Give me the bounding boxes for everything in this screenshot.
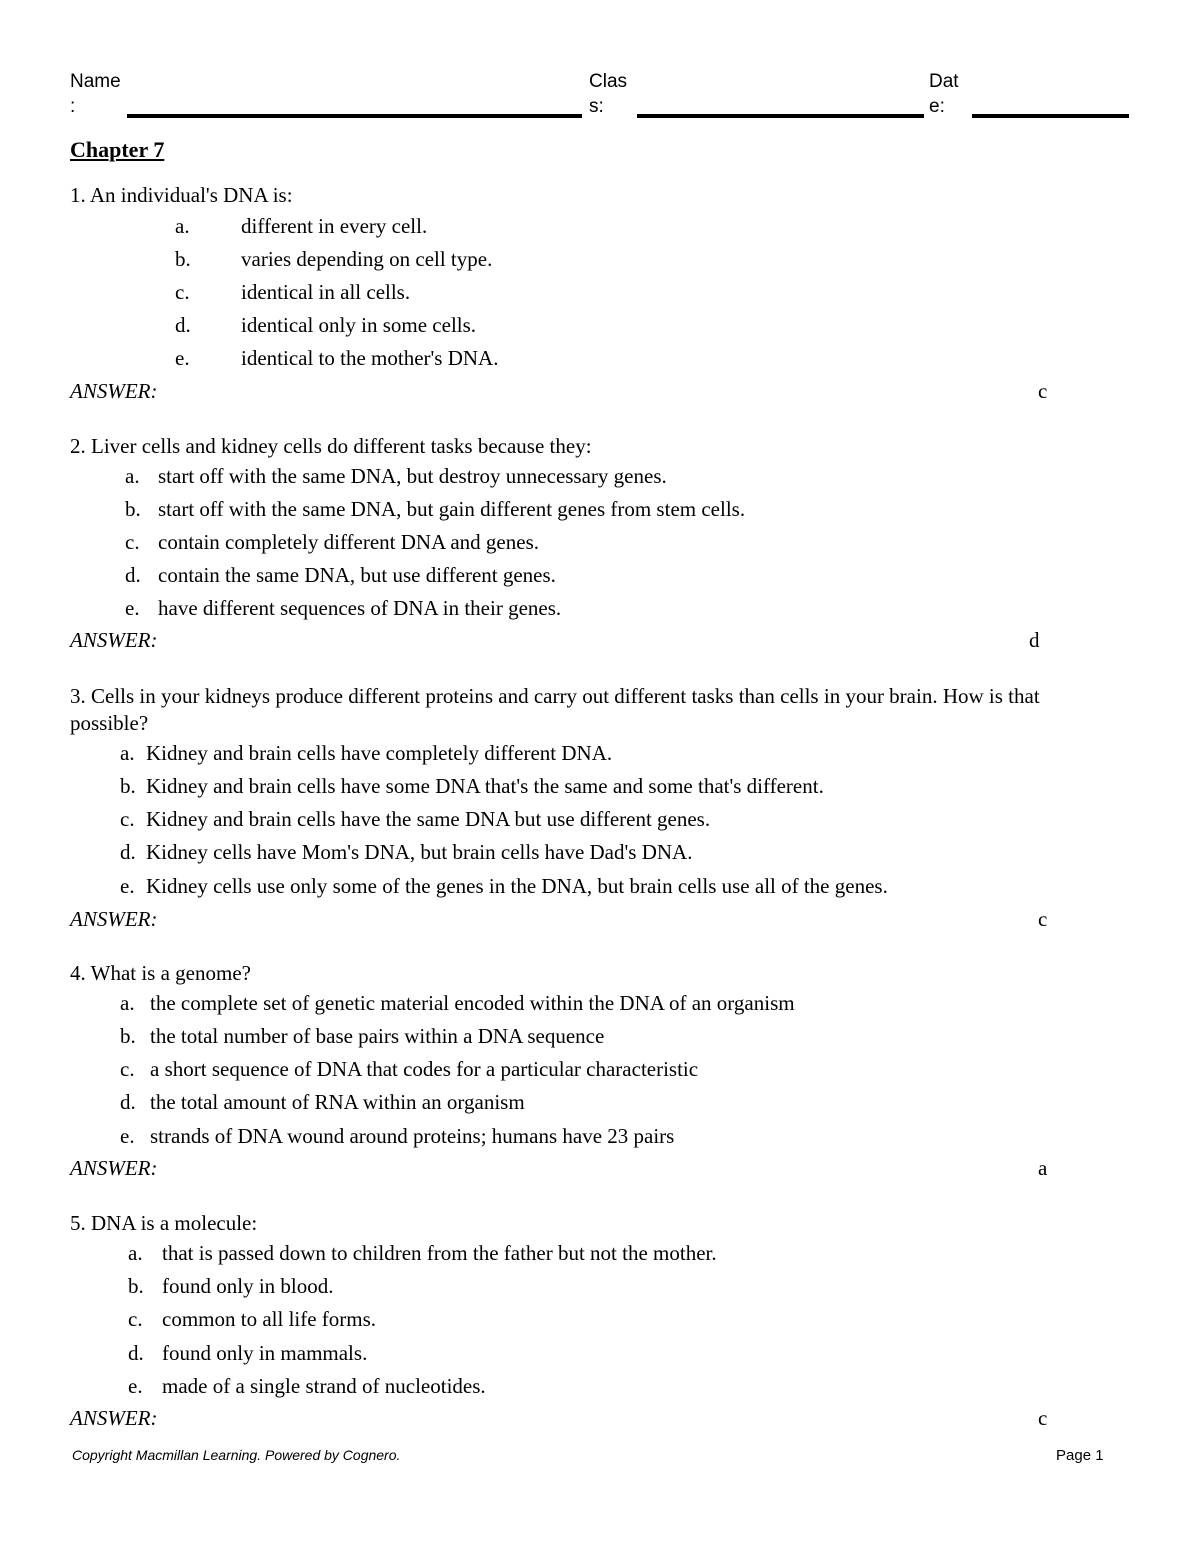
- option-letter: c.: [120, 1057, 135, 1081]
- option-text: the complete set of genetic material encoded within the DNA of an organism: [150, 991, 795, 1015]
- option-letter: c.: [120, 807, 135, 831]
- option-text: varies depending on cell type.: [241, 247, 493, 271]
- copyright-footer: Copyright Macmillan Learning. Powered by Cognero.: [72, 1447, 401, 1463]
- option-text: Kidney cells use only some of the genes in the DNA, but brain cells use all of the genes.: [146, 874, 888, 898]
- answer-value: d: [1029, 628, 1040, 652]
- option-text: contain the same DNA, but use different genes.: [158, 563, 556, 587]
- class-label: Clas: [589, 71, 628, 92]
- option-letter: a.: [120, 741, 135, 765]
- option-letter: a.: [120, 991, 135, 1015]
- question-stem: 1. An individual's DNA is:: [70, 183, 293, 207]
- option-letter: d.: [175, 313, 191, 337]
- answer-value: c: [1038, 379, 1048, 403]
- name-label-colon: :: [70, 96, 76, 117]
- option-letter: e.: [175, 346, 190, 370]
- date-field[interactable]: [972, 114, 1129, 118]
- chapter-title: Chapter 7: [70, 137, 165, 162]
- option-text: Kidney and brain cells have completely different DNA.: [146, 741, 613, 765]
- option-text: start off with the same DNA, but gain different genes from stem cells.: [158, 497, 746, 521]
- answer-label: ANSWER:: [70, 907, 158, 931]
- option-text: have different sequences of DNA in their genes.: [158, 596, 562, 620]
- option-text: different in every cell.: [241, 214, 428, 238]
- option-letter: b.: [125, 497, 141, 521]
- option-text: Kidney and brain cells have some DNA that's the same and some that's different.: [146, 774, 824, 798]
- option-letter: b.: [128, 1274, 144, 1298]
- option-letter: e.: [128, 1374, 143, 1398]
- option-letter: c.: [125, 530, 140, 554]
- option-letter: b.: [120, 774, 136, 798]
- option-letter: c.: [128, 1307, 143, 1331]
- answer-value: c: [1038, 1406, 1048, 1430]
- option-text: Kidney cells have Mom's DNA, but brain cells have Dad's DNA.: [146, 840, 693, 864]
- option-text: contain completely different DNA and genes.: [158, 530, 539, 554]
- option-text: a short sequence of DNA that codes for a particular characteristic: [150, 1057, 699, 1081]
- option-letter: b.: [175, 247, 191, 271]
- option-letter: a.: [175, 214, 190, 238]
- option-letter: d.: [120, 1090, 136, 1114]
- option-text: start off with the same DNA, but destroy unnecessary genes.: [158, 464, 667, 488]
- option-text: identical only in some cells.: [241, 313, 477, 337]
- option-text: identical to the mother's DNA.: [241, 346, 499, 370]
- option-text: Kidney and brain cells have the same DNA but use different genes.: [146, 807, 711, 831]
- option-text: identical in all cells.: [241, 280, 411, 304]
- page-number: Page 1: [1056, 1447, 1104, 1464]
- date-label-suffix: e:: [929, 96, 945, 117]
- answer-label: ANSWER:: [70, 628, 158, 652]
- option-letter: d.: [125, 563, 141, 587]
- option-letter: c.: [175, 280, 190, 304]
- option-text: found only in mammals.: [162, 1341, 368, 1365]
- question-stem: 4. What is a genome?: [70, 961, 251, 985]
- question-stem: 5. DNA is a molecule:: [70, 1211, 258, 1235]
- class-label-suffix: s:: [589, 96, 604, 117]
- answer-value: c: [1038, 907, 1048, 931]
- option-letter: b.: [120, 1024, 136, 1048]
- option-letter: a.: [125, 464, 140, 488]
- date-label: Dat: [929, 71, 959, 92]
- option-text: found only in blood.: [162, 1274, 334, 1298]
- option-letter: e.: [120, 874, 135, 898]
- answer-label: ANSWER:: [70, 1156, 158, 1180]
- option-letter: e.: [120, 1124, 135, 1148]
- question-stem: 2. Liver cells and kidney cells do different tasks because they:: [70, 434, 592, 458]
- name-field[interactable]: [127, 114, 582, 118]
- option-text: that is passed down to children from the father but not the mother.: [162, 1241, 717, 1265]
- option-text: strands of DNA wound around proteins; humans have 23 pairs: [150, 1124, 675, 1148]
- option-letter: e.: [125, 596, 140, 620]
- option-text: common to all life forms.: [162, 1307, 377, 1331]
- name-label: Name: [70, 71, 121, 92]
- option-text: the total number of base pairs within a DNA sequence: [150, 1024, 605, 1048]
- option-text: made of a single strand of nucleotides.: [162, 1374, 486, 1398]
- option-letter: d.: [128, 1341, 144, 1365]
- answer-label: ANSWER:: [70, 1406, 158, 1430]
- answer-value: a: [1038, 1156, 1048, 1180]
- question-stem: 3. Cells in your kidneys produce different proteins and carry out different tasks than cells in your brain. How is that possible?: [70, 684, 1040, 735]
- class-field[interactable]: [637, 114, 924, 118]
- option-letter: a.: [128, 1241, 143, 1265]
- option-letter: d.: [120, 840, 136, 864]
- answer-label: ANSWER:: [70, 379, 158, 403]
- option-text: the total amount of RNA within an organism: [150, 1090, 525, 1114]
